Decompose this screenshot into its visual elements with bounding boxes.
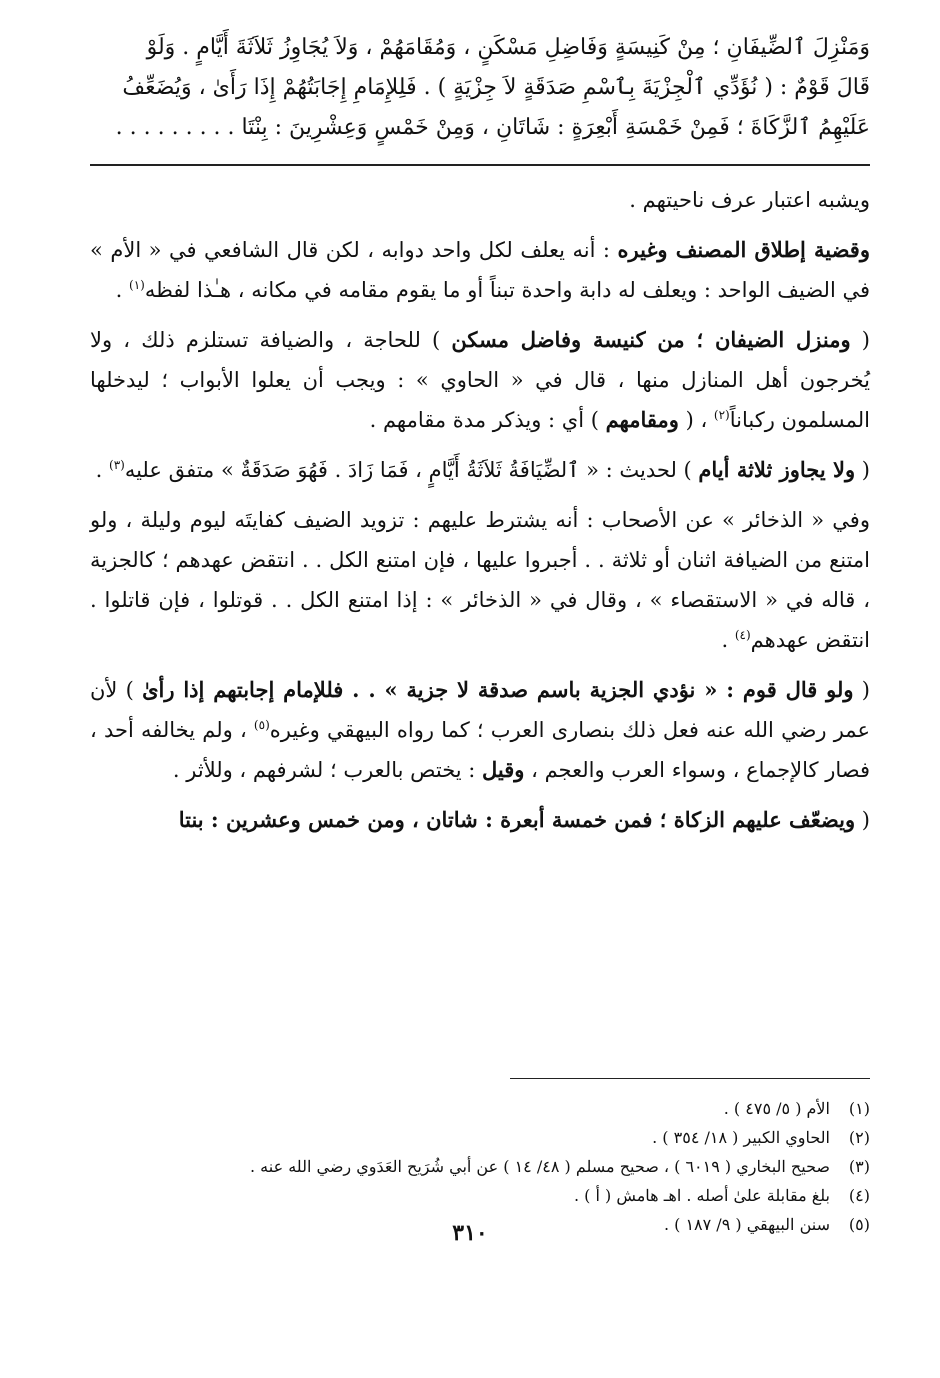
page-number: ٣١٠ — [452, 1220, 488, 1246]
paragraph-text: . — [95, 458, 109, 482]
commentary — [90, 180, 870, 840]
paragraph-text: ) — [125, 678, 143, 702]
paragraph-text: ) أي : ويذكر مدة مقامهم . — [369, 408, 606, 432]
matn-separator — [90, 164, 870, 166]
paragraph-text: ( — [855, 458, 870, 482]
matn-line: قَالَ قَوْمٌ : ( نُؤَدِّي ٱلْجِزْيَةَ بِٱسْمِ صَدَقَةٍ لاَ جِزْيَةٍ ) . فَلِلإِمَامِ إِجَابَتُهُمْ إِذَا رَأَىٰ ، وَيُضَعِّفُ — [122, 75, 870, 100]
paragraph-text: ، ولم يخالفه أحد ، فصار كالإجماع ، وسواء العرب والعجم ، — [90, 718, 870, 782]
footnote-ref[interactable]: (٢) — [713, 408, 730, 422]
bold-quote: ومقامهم — [605, 407, 679, 432]
matn-line: وَمَنْزِلَ ٱلضِّيفَانِ ؛ مِنْ كَنِيسَةٍ وَفَاضِلِ مَسْكَنٍ ، وَمُقَامَهُمْ ، وَلاَ يُجَاوِزُ ثَلاَثَةَ أَيَّامٍ . وَلَوْ — [146, 35, 870, 60]
paragraph — [90, 230, 870, 310]
paragraph-text: وفي « الذخائر » عن الأصحاب : أنه يشترط عليهم : تزويد الضيف كفايتَه ليوم وليلة ، ولو امتنع من الضيافة اثنان أو ثلاثة . . أجبروا عليها ، فإن امتنع الكل . . انتقض عهدهم ؛ كالجزية ، قاله في « الاستقصاء » ، وقال في « الذخائر » : إذا امتنع الكل . . قوتلوا ، فإن قاتلوا . انتقض عهدهم — [90, 508, 870, 652]
footnote-text: الحاوي الكبير ( ١٨/ ٣٥٤ ) . — [652, 1128, 830, 1147]
footnote-number: (١) — [848, 1099, 870, 1118]
paragraph-text: : يختص بالعرب ؛ لشرفهم ، وللأثر . — [172, 758, 483, 782]
paragraph — [90, 500, 870, 660]
paragraph — [90, 670, 870, 790]
paragraph-text: ) لحديث : « ٱلضِّيَافَةُ ثَلاَثَةُ أَيَّامٍ ، فَمَا زَادَ . فَهُوَ صَدَقَةٌ » متفق عليه — [124, 458, 699, 482]
paragraph-text: . — [721, 628, 735, 652]
paragraph — [90, 180, 870, 220]
footnote-text: سنن البيهقي ( ٩/ ١٨٧ ) . — [663, 1215, 830, 1234]
footnote-number: (٤) — [848, 1186, 870, 1205]
paragraph — [90, 320, 870, 440]
bold-quote: وقيل — [482, 757, 525, 782]
footnote — [90, 1181, 870, 1210]
paragraph-text: ( — [855, 808, 870, 832]
paragraph-text: ( — [853, 678, 870, 702]
footnote-ref[interactable]: (٣) — [109, 458, 125, 472]
footnote-text: بلغ مقابلة علىٰ أصله . اهـ هامش ( أ ) . — [573, 1186, 830, 1205]
paragraph-text: ، ( — [678, 408, 714, 432]
footnote-ref[interactable]: (٥) — [253, 718, 270, 732]
bold-quote: وقضية إطلاق المصنف وغيره — [617, 237, 870, 262]
footnotes — [90, 1094, 870, 1239]
bold-quote: ومنزل الضيفان ؛ من كنيسة وفاضل مسكن — [451, 327, 851, 352]
footnote — [90, 1094, 870, 1123]
footnote-ref[interactable]: (٤) — [734, 628, 751, 642]
paragraph-text: ويشبه اعتبار عرف ناحيتهم . — [629, 188, 870, 212]
paragraph-text: لأن عمر رضي الله عنه فعل ذلك بنصارى العرب ؛ كما رواه البيهقي وغيره — [90, 678, 870, 742]
matn-text — [90, 28, 870, 148]
paragraph — [90, 800, 870, 840]
paragraph-text: : أنه يعلف لكل واحد دوابه ، لكن قال الشافعي في « الأم » في الضيف الواحد : ويعلف له دابة واحدة تبناً أو ما يقوم مقامه في مكانه ، هـٰذا لفظه — [90, 238, 870, 302]
bold-quote: ويضعّف عليهم الزكاة ؛ فمن خمسة أبعرة : شاتان ، ومن خمس وعشرين : بنتا — [178, 807, 856, 832]
footnote-number: (٢) — [848, 1128, 870, 1147]
footnote-text: صحيح البخاري ( ٦٠١٩ ) ، صحيح مسلم ( ٤٨/ ١٤ ) عن أبي شُرَيح العَدَوي رضي الله عنه . — [250, 1157, 830, 1176]
footnote-number: (٣) — [848, 1157, 870, 1176]
footnote-separator — [510, 1078, 870, 1079]
bold-quote: ولو قال قوم : « نؤدي الجزية باسم صدقة لا جزية » . . فللإمام إجابتهم إذا رأىٰ — [142, 677, 854, 702]
footnote — [90, 1152, 870, 1181]
paragraph — [90, 450, 870, 490]
paragraph-text: ( — [850, 328, 870, 352]
footnote-ref[interactable]: (١) — [129, 278, 145, 292]
footnote-number: (٥) — [848, 1215, 870, 1234]
paragraph-text: ) للحاجة ، والضيافة تستلزم ذلك ، ولا يُخرجون أهل المنازل منها ، قال في « الحاوي » : ويجب أن يعلوا الأبواب ؛ ليدخلها المسلمون ركباناً — [90, 328, 870, 432]
matn-line: عَلَيْهِمُ ٱلزَّكَاةَ ؛ فَمِنْ خَمْسَةِ أَبْعِرَةٍ : شَاتَانِ ، وَمِنْ خَمْسٍ وَعِشْرِينَ : بِنْتَا . . . . . . . . . — [115, 115, 870, 140]
bold-quote: ولا يجاوز ثلاثة أيام — [698, 457, 856, 482]
footnote-text: الأم ( ٥/ ٤٧٥ ) . — [723, 1099, 830, 1118]
footnote — [90, 1123, 870, 1152]
paragraph-text: . — [115, 278, 129, 302]
